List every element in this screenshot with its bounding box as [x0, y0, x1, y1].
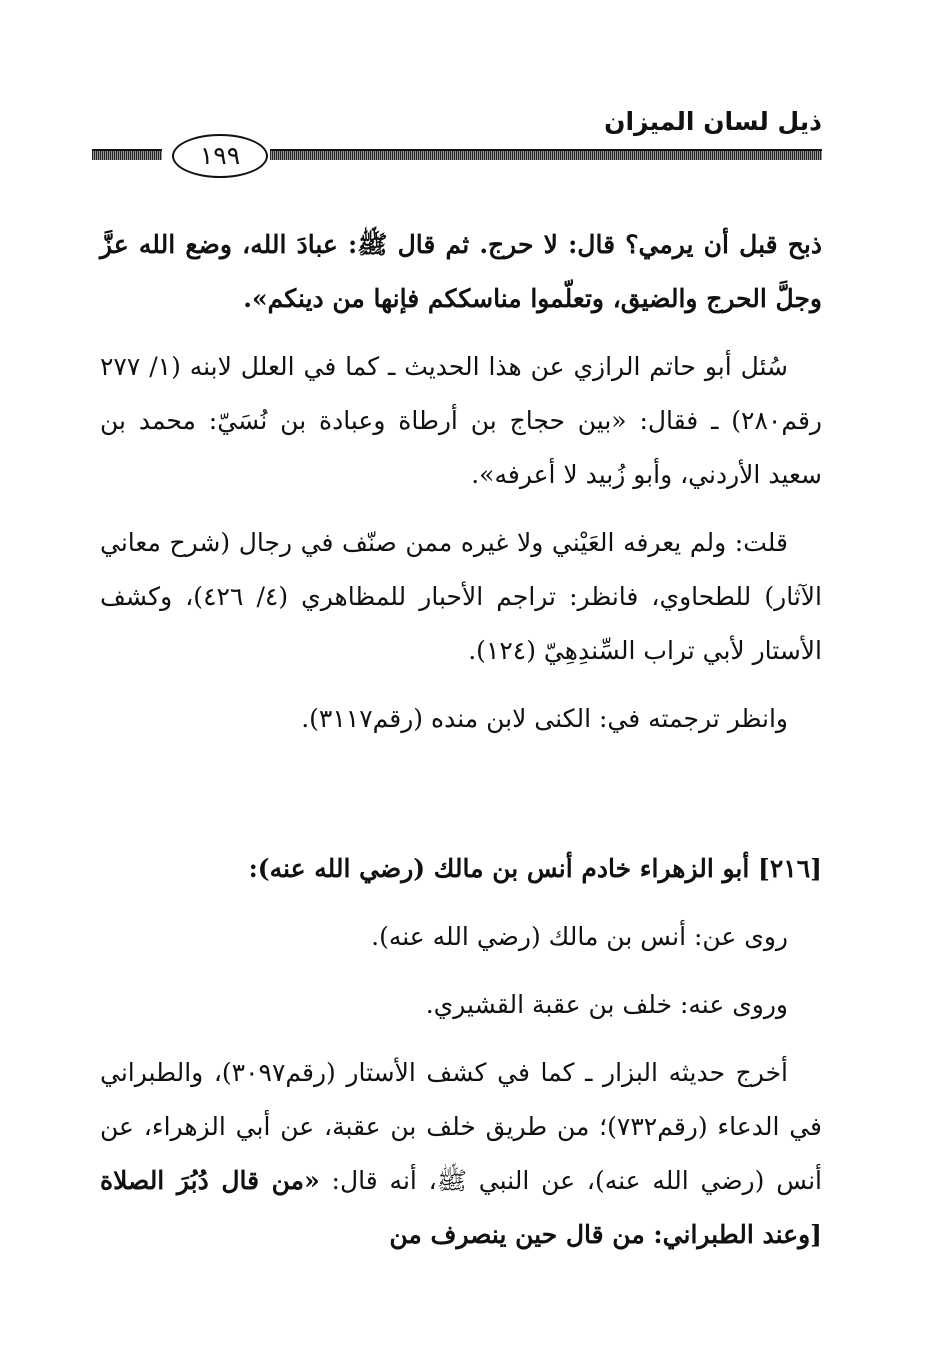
page-header: [92, 104, 822, 184]
entry-title: [٢١٦] أبو الزهراء خادم أنس بن مالك (رضي الله عنه):: [248, 854, 822, 883]
header-rule-left: [92, 149, 162, 160]
author-note-paragraph: قلت: ولم يعرفه العَيْني ولا غيره ممن صنّف في رجال (شرح معاني الآثار) للطحاوي، فانظر: تراجم الأحبار للمظاهري (٤/ ٤٢٦)، وكشف الأستار لأبي تراب السِّندِهِيّ (١٢٤).: [100, 528, 822, 665]
biography-reference-paragraph: وانظر ترجمته في: الكنى لابن منده (رقم٣١١٧).: [301, 704, 788, 733]
hadith-ending-paragraph: ذبح قبل أن يرمي؟ قال: لا حرج. ثم قال ﷺ: عبادَ الله، وضع الله عزَّ وجلَّ الحرج والضيق، وتعلّموا مناسككم فإنها من دينكم».: [100, 230, 822, 313]
narrated-from-line: روى عن: أنس بن مالك (رضي الله عنه).: [371, 922, 788, 951]
book-title: ذيل لسان الميزان: [604, 107, 822, 136]
narrated-by-line: وروى عنه: خلف بن عقبة القشيري.: [425, 990, 788, 1019]
takhrij-text: أخرج حديثه البزار ـ كما في كشف الأستار (رقم٣٠٩٧)، والطبراني في الدعاء (رقم٧٣٢)؛ من طريق خلف بن عقبة، عن أبي الزهراء، عن أنس (رضي الله عنه)، عن النبي ﷺ، أنه قال:: [100, 1058, 822, 1195]
abu-hatim-paragraph: سُئل أبو حاتم الرازي عن هذا الحديث ـ كما في العلل لابنه (١/ ٢٧٧ رقم٢٨٠) ـ فقال: «بين حجاج بن أرطاة وعبادة بن نُسَيّ: محمد بن سعيد الأردني، وأبو زُبيد لا أعرفه».: [100, 352, 822, 489]
page-number: ١٩٩: [172, 134, 268, 178]
takhrij-paragraph: [100, 1046, 822, 1262]
page-body: [100, 218, 822, 1276]
hadith-start-text: «من قال دُبُرَ الصلاة [وعند الطبراني: من قال حين ينصرف من: [100, 1166, 822, 1249]
header-rule-right: [270, 149, 822, 160]
